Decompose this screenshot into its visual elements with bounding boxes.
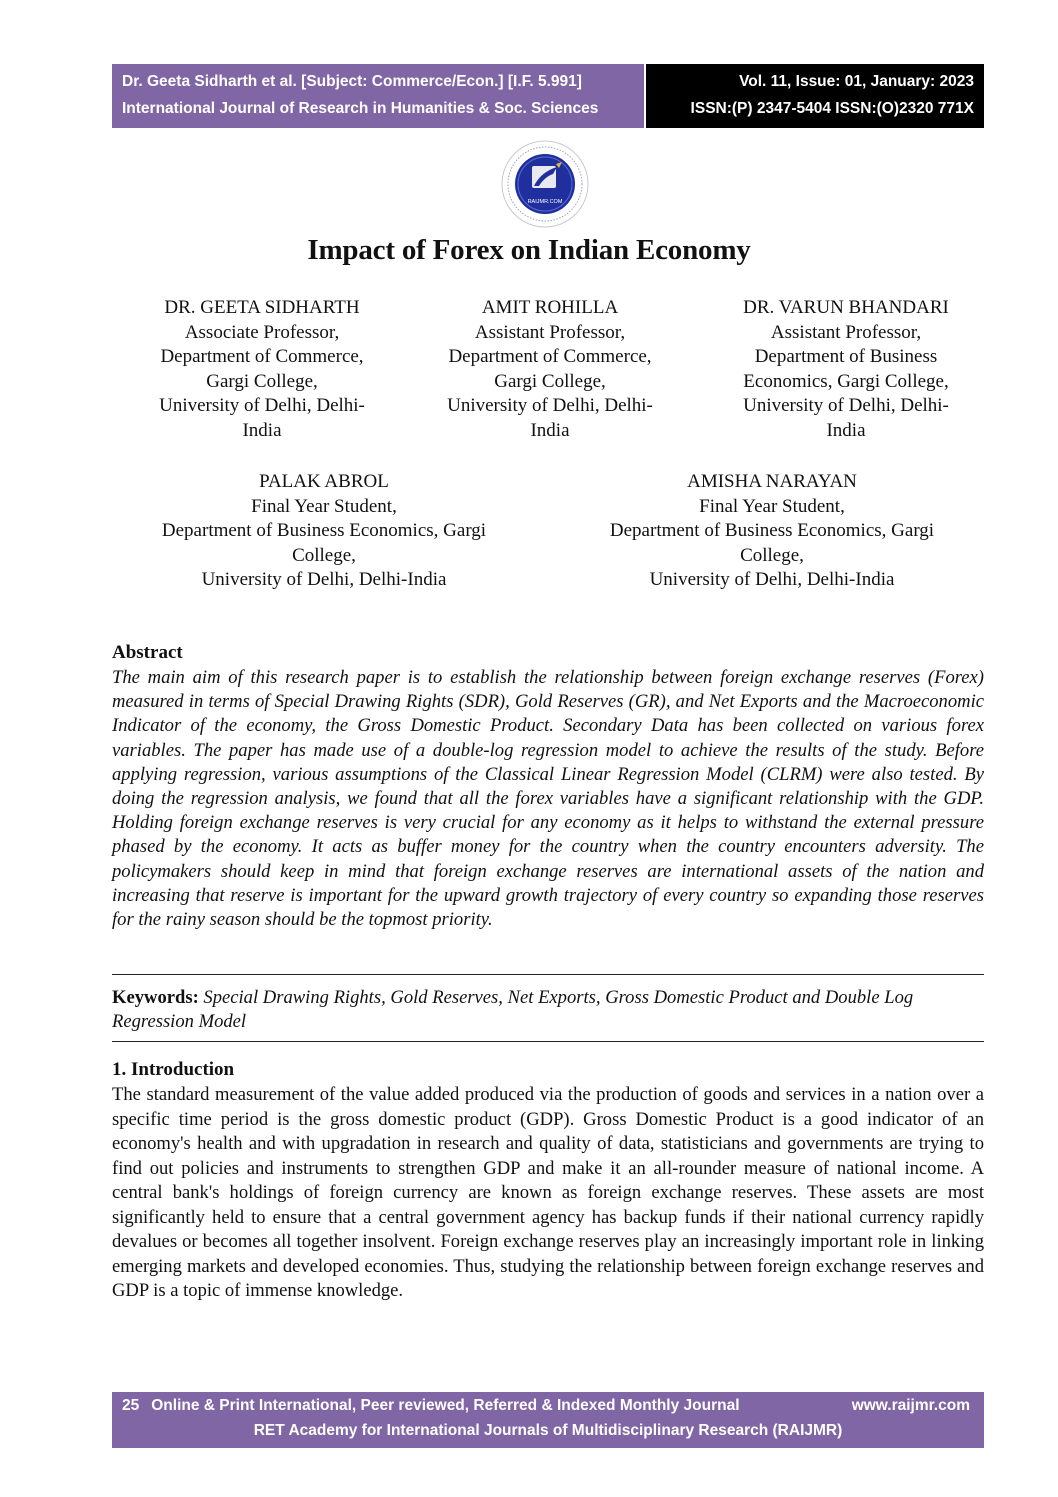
logo-text: RAIJMR.COM xyxy=(527,199,563,205)
author-name: AMISHA NARAYAN xyxy=(687,471,857,492)
author-block xyxy=(560,470,984,593)
author-affiliation: Assistant Professor, Department of Commerce, Gargi College, University of Delhi, Delhi- India xyxy=(447,321,653,441)
author-affiliation: Associate Professor, Department of Commerce, Gargi College, University of Delhi, Delhi- India xyxy=(159,321,365,441)
keywords-block xyxy=(112,986,984,1034)
journal-header-left xyxy=(112,64,644,128)
header-journal-name: International Journal of Research in Humanities & Soc. Sciences xyxy=(122,100,599,117)
abstract-body: The main aim of this research paper is to establish the relationship between foreign exchange reserves (Forex) measured in terms of Special Drawing Rights (SDR), Gold Reserves (GR), and Net Exports and the Macroeconomic Indicator of the economy, the Gross Domestic Product. Secondary Data has been collected on various forex variables. The paper has made use of a double-log regression model to achieve the results of the study. Before applying regression, various assumptions of the Classical Linear Regression Model (CLRM) were also tested. By doing the regression analysis, we found that all the forex variables have a significant relationship with the GDP. Holding foreign exchange reserves is very crucial for any economy as it helps to withstand the external pressure phased by the economy. It acts as buffer money for the country when the country encounters adversity. The policymakers should keep in mind that foreign exchange reserves are international assets of the nation and increasing that reserve is important for the upward growth trajectory of every country so expanding those reserves for the rainy season should be the topmost priority. xyxy=(112,667,984,931)
page-number: 25 xyxy=(122,1397,140,1414)
author-affiliation: Final Year Student, Department of Business Economics, Gargi College, University of Delhi, Delhi-India xyxy=(609,495,935,591)
footer-journal-line xyxy=(122,1397,740,1415)
divider xyxy=(112,1041,984,1042)
author-name: PALAK ABROL xyxy=(259,471,389,492)
introduction-heading: 1. Introduction xyxy=(112,1059,235,1080)
paper-title: Impact of Forex on Indian Economy xyxy=(307,234,751,266)
footer-website-link[interactable]: www.raijmr.com xyxy=(851,1397,970,1414)
author-affiliation: Assistant Professor, Department of Business Economics, Gargi College, University of Delhi, Delhi- India xyxy=(743,321,949,441)
keywords-label: Keywords: xyxy=(112,987,199,1008)
author-block xyxy=(112,470,536,593)
author-affiliation: Final Year Student, Department of Business Economics, Gargi College, University of Delhi, Delhi-India xyxy=(161,495,487,591)
footer-journal-description: Online & Print International, Peer reviewed, Referred & Indexed Monthly Journal xyxy=(151,1397,740,1414)
abstract-heading: Abstract xyxy=(112,642,183,663)
header-author-subject: Dr. Geeta Sidharth et al. [Subject: Commerce/Econ.] [I.F. 5.991] xyxy=(122,73,582,90)
author-block xyxy=(700,296,992,444)
introduction-body: The standard measurement of the value added produced via the production of goods and services in a nation over a specific time period is the gross domestic product (GDP). Gross Domestic Product is a good indicator of an economy's health and with upgradation in research and quality of data, statisticians and governments are trying to find out policies and instruments to strengthen GDP and make it an all-rounder measure of national income. A central bank's holdings of foreign currency are known as foreign exchange reserves. These assets are most significantly held to ensure that a central government agency has backup funds if their national currency rapidly devalues or becomes all together insolvent. Foreign exchange reserves play an increasingly important role in linking emerging markets and developed economies. Thus, studying the relationship between foreign exchange reserves and GDP is a topic of immense knowledge. xyxy=(112,1084,984,1301)
journal-header-right xyxy=(646,64,984,128)
divider xyxy=(112,974,984,975)
author-block xyxy=(112,296,412,444)
author-name: AMIT ROHILLA xyxy=(481,297,619,318)
footer-publisher: RET Academy for International Journals of Multidisciplinary Research (RAIJMR) xyxy=(253,1422,843,1439)
keywords-list: Special Drawing Rights, Gold Reserves, Net Exports, Gross Domestic Product and Double Log Regression Model xyxy=(112,987,914,1032)
header-volume-issue: Vol. 11, Issue: 01, January: 2023 xyxy=(739,73,974,90)
raijmr-seal-icon xyxy=(501,140,589,228)
author-name: DR. GEETA SIDHARTH xyxy=(164,297,360,318)
author-block xyxy=(412,296,688,444)
header-issn: ISSN:(P) 2347-5404 ISSN:(O)2320 771X xyxy=(690,100,974,117)
journal-footer xyxy=(112,1392,984,1448)
author-name: DR. VARUN BHANDARI xyxy=(743,297,949,318)
